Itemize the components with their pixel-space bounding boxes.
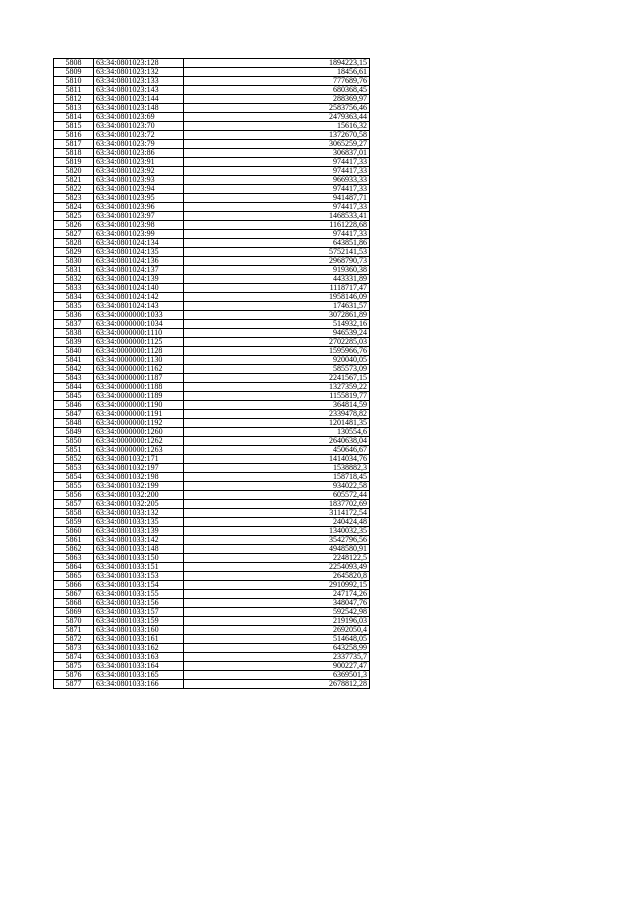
cadastral-number-cell: 63:34:0000000:1162 xyxy=(94,365,184,374)
table-row xyxy=(54,149,370,158)
value-cell: 364814,59 xyxy=(184,401,370,410)
row-number-cell: 5844 xyxy=(54,383,94,392)
cadastral-number-cell: 63:34:0801033:165 xyxy=(94,671,184,680)
table-row xyxy=(54,113,370,122)
cadastral-number-cell: 63:34:0801023:93 xyxy=(94,176,184,185)
value-cell: 1372670,58 xyxy=(184,131,370,140)
cadastral-number-cell: 63:34:0801032:171 xyxy=(94,455,184,464)
row-number-cell: 5845 xyxy=(54,392,94,401)
cadastral-number-cell: 63:34:0801023:133 xyxy=(94,77,184,86)
value-cell: 174631,57 xyxy=(184,302,370,311)
value-cell: 5752141,53 xyxy=(184,248,370,257)
cadastral-number-cell: 63:34:0000000:1033 xyxy=(94,311,184,320)
value-cell: 1201481,35 xyxy=(184,419,370,428)
row-number-cell: 5836 xyxy=(54,311,94,320)
value-cell: 158718,45 xyxy=(184,473,370,482)
value-cell: 2241567,15 xyxy=(184,374,370,383)
cadastral-number-cell: 63:34:0801023:70 xyxy=(94,122,184,131)
table-row xyxy=(54,266,370,275)
row-number-cell: 5822 xyxy=(54,185,94,194)
value-cell: 900227,47 xyxy=(184,662,370,671)
cadastral-number-cell: 63:34:0801023:91 xyxy=(94,158,184,167)
value-cell: 3065259,27 xyxy=(184,140,370,149)
value-cell: 1468533,41 xyxy=(184,212,370,221)
cadastral-number-cell: 63:34:0801032:200 xyxy=(94,491,184,500)
row-number-cell: 5859 xyxy=(54,518,94,527)
row-number-cell: 5868 xyxy=(54,599,94,608)
row-number-cell: 5877 xyxy=(54,680,94,689)
value-cell: 130554,6 xyxy=(184,428,370,437)
cadastral-number-cell: 63:34:0801033:166 xyxy=(94,680,184,689)
value-cell: 1155819,77 xyxy=(184,392,370,401)
cadastral-number-cell: 63:34:0801023:144 xyxy=(94,95,184,104)
value-cell: 348047,76 xyxy=(184,599,370,608)
table-row xyxy=(54,320,370,329)
cadastral-number-cell: 63:34:0801023:94 xyxy=(94,185,184,194)
cadastral-number-cell: 63:34:0801023:96 xyxy=(94,203,184,212)
table-row xyxy=(54,590,370,599)
table-row xyxy=(54,572,370,581)
cadastral-number-cell: 63:34:0801024:142 xyxy=(94,293,184,302)
value-cell: 514932,16 xyxy=(184,320,370,329)
value-cell: 592542,98 xyxy=(184,608,370,617)
cadastral-number-cell: 63:34:0801033:153 xyxy=(94,572,184,581)
row-number-cell: 5871 xyxy=(54,626,94,635)
cadastral-number-cell: 63:34:0801023:69 xyxy=(94,113,184,122)
table-row xyxy=(54,131,370,140)
cadastral-number-cell: 63:34:0801033:154 xyxy=(94,581,184,590)
row-number-cell: 5831 xyxy=(54,266,94,275)
table-row xyxy=(54,518,370,527)
table-row xyxy=(54,653,370,662)
row-number-cell: 5846 xyxy=(54,401,94,410)
table-row xyxy=(54,230,370,239)
table-row xyxy=(54,374,370,383)
value-cell: 247174,26 xyxy=(184,590,370,599)
table-row xyxy=(54,455,370,464)
table-row xyxy=(54,599,370,608)
table-row xyxy=(54,302,370,311)
row-number-cell: 5854 xyxy=(54,473,94,482)
table-row xyxy=(54,401,370,410)
row-number-cell: 5858 xyxy=(54,509,94,518)
cadastral-number-cell: 63:34:0000000:1192 xyxy=(94,419,184,428)
value-cell: 1538882,3 xyxy=(184,464,370,473)
cadastral-number-cell: 63:34:0801033:155 xyxy=(94,590,184,599)
table-row xyxy=(54,95,370,104)
cadastral-value-table xyxy=(53,58,370,689)
row-number-cell: 5813 xyxy=(54,104,94,113)
value-cell: 1414034,76 xyxy=(184,455,370,464)
row-number-cell: 5828 xyxy=(54,239,94,248)
value-cell: 919360,38 xyxy=(184,266,370,275)
table-row xyxy=(54,410,370,419)
row-number-cell: 5812 xyxy=(54,95,94,104)
table-row xyxy=(54,626,370,635)
value-cell: 3542796,56 xyxy=(184,536,370,545)
table-row xyxy=(54,536,370,545)
row-number-cell: 5829 xyxy=(54,248,94,257)
row-number-cell: 5834 xyxy=(54,293,94,302)
row-number-cell: 5823 xyxy=(54,194,94,203)
cadastral-number-cell: 63:34:0801024:135 xyxy=(94,248,184,257)
value-cell: 2479363,44 xyxy=(184,113,370,122)
table-row xyxy=(54,59,370,68)
value-cell: 974417,33 xyxy=(184,230,370,239)
row-number-cell: 5863 xyxy=(54,554,94,563)
table-body xyxy=(54,59,370,689)
cadastral-number-cell: 63:34:0801033:164 xyxy=(94,662,184,671)
row-number-cell: 5867 xyxy=(54,590,94,599)
value-cell: 2678812,28 xyxy=(184,680,370,689)
table-row xyxy=(54,617,370,626)
table-row xyxy=(54,248,370,257)
cadastral-number-cell: 63:34:0801024:136 xyxy=(94,257,184,266)
value-cell: 920040,05 xyxy=(184,356,370,365)
cadastral-number-cell: 63:34:0801023:97 xyxy=(94,212,184,221)
value-cell: 2692050,4 xyxy=(184,626,370,635)
row-number-cell: 5873 xyxy=(54,644,94,653)
row-number-cell: 5833 xyxy=(54,284,94,293)
cadastral-number-cell: 63:34:0801033:161 xyxy=(94,635,184,644)
table-row xyxy=(54,104,370,113)
row-number-cell: 5842 xyxy=(54,365,94,374)
table-row xyxy=(54,608,370,617)
cadastral-number-cell: 63:34:0000000:1260 xyxy=(94,428,184,437)
value-cell: 974417,33 xyxy=(184,185,370,194)
row-number-cell: 5872 xyxy=(54,635,94,644)
row-number-cell: 5816 xyxy=(54,131,94,140)
table-row xyxy=(54,203,370,212)
row-number-cell: 5827 xyxy=(54,230,94,239)
cadastral-number-cell: 63:34:0000000:1262 xyxy=(94,437,184,446)
row-number-cell: 5830 xyxy=(54,257,94,266)
cadastral-number-cell: 63:34:0801033:132 xyxy=(94,509,184,518)
row-number-cell: 5869 xyxy=(54,608,94,617)
table-row xyxy=(54,158,370,167)
cadastral-number-cell: 63:34:0801023:143 xyxy=(94,86,184,95)
row-number-cell: 5810 xyxy=(54,77,94,86)
row-number-cell: 5814 xyxy=(54,113,94,122)
table-row xyxy=(54,185,370,194)
table-row xyxy=(54,176,370,185)
cadastral-number-cell: 63:34:0801024:143 xyxy=(94,302,184,311)
row-number-cell: 5817 xyxy=(54,140,94,149)
value-cell: 974417,33 xyxy=(184,203,370,212)
table-row xyxy=(54,167,370,176)
row-number-cell: 5847 xyxy=(54,410,94,419)
cadastral-number-cell: 63:34:0801032:197 xyxy=(94,464,184,473)
cadastral-number-cell: 63:34:0801033:151 xyxy=(94,563,184,572)
table-row xyxy=(54,644,370,653)
value-cell: 1837702,69 xyxy=(184,500,370,509)
value-cell: 1327359,22 xyxy=(184,383,370,392)
row-number-cell: 5820 xyxy=(54,167,94,176)
row-number-cell: 5843 xyxy=(54,374,94,383)
cadastral-number-cell: 63:34:0801023:95 xyxy=(94,194,184,203)
row-number-cell: 5811 xyxy=(54,86,94,95)
table-row xyxy=(54,221,370,230)
cadastral-number-cell: 63:34:0801023:128 xyxy=(94,59,184,68)
table-row xyxy=(54,77,370,86)
value-cell: 2910992,15 xyxy=(184,581,370,590)
row-number-cell: 5815 xyxy=(54,122,94,131)
cadastral-number-cell: 63:34:0801033:148 xyxy=(94,545,184,554)
value-cell: 443331,89 xyxy=(184,275,370,284)
row-number-cell: 5875 xyxy=(54,662,94,671)
value-cell: 1894223,15 xyxy=(184,59,370,68)
table-row xyxy=(54,392,370,401)
row-number-cell: 5825 xyxy=(54,212,94,221)
table-row xyxy=(54,383,370,392)
table-row xyxy=(54,509,370,518)
cadastral-number-cell: 63:34:0801032:199 xyxy=(94,482,184,491)
row-number-cell: 5826 xyxy=(54,221,94,230)
row-number-cell: 5840 xyxy=(54,347,94,356)
table-row xyxy=(54,671,370,680)
cadastral-number-cell: 63:34:0801033:135 xyxy=(94,518,184,527)
value-cell: 18456,61 xyxy=(184,68,370,77)
row-number-cell: 5870 xyxy=(54,617,94,626)
row-number-cell: 5824 xyxy=(54,203,94,212)
row-number-cell: 5838 xyxy=(54,329,94,338)
value-cell: 2583756,46 xyxy=(184,104,370,113)
row-number-cell: 5865 xyxy=(54,572,94,581)
table-row xyxy=(54,293,370,302)
row-number-cell: 5848 xyxy=(54,419,94,428)
row-number-cell: 5866 xyxy=(54,581,94,590)
row-number-cell: 5851 xyxy=(54,446,94,455)
value-cell: 2337735,7 xyxy=(184,653,370,662)
value-cell: 974417,33 xyxy=(184,167,370,176)
table-row xyxy=(54,428,370,437)
value-cell: 2968790,73 xyxy=(184,257,370,266)
table-row xyxy=(54,239,370,248)
table-row xyxy=(54,500,370,509)
table-row xyxy=(54,140,370,149)
cadastral-number-cell: 63:34:0000000:1034 xyxy=(94,320,184,329)
value-cell: 946539,24 xyxy=(184,329,370,338)
table-row xyxy=(54,338,370,347)
cadastral-number-cell: 63:34:0000000:1190 xyxy=(94,401,184,410)
cadastral-number-cell: 63:34:0000000:1110 xyxy=(94,329,184,338)
cadastral-number-cell: 63:34:0801023:98 xyxy=(94,221,184,230)
cadastral-number-cell: 63:34:0801033:139 xyxy=(94,527,184,536)
value-cell: 585573,09 xyxy=(184,365,370,374)
row-number-cell: 5855 xyxy=(54,482,94,491)
row-number-cell: 5874 xyxy=(54,653,94,662)
value-cell: 1958146,09 xyxy=(184,293,370,302)
table-row xyxy=(54,446,370,455)
table-row xyxy=(54,482,370,491)
table-row xyxy=(54,122,370,131)
value-cell: 15616,32 xyxy=(184,122,370,131)
value-cell: 2339478,82 xyxy=(184,410,370,419)
cadastral-number-cell: 63:34:0000000:1191 xyxy=(94,410,184,419)
cadastral-number-cell: 63:34:0000000:1128 xyxy=(94,347,184,356)
value-cell: 288369,97 xyxy=(184,95,370,104)
table-row xyxy=(54,581,370,590)
table-row xyxy=(54,194,370,203)
cadastral-number-cell: 63:34:0801033:150 xyxy=(94,554,184,563)
row-number-cell: 5860 xyxy=(54,527,94,536)
table-row xyxy=(54,662,370,671)
value-cell: 941487,71 xyxy=(184,194,370,203)
table-row xyxy=(54,635,370,644)
value-cell: 514648,05 xyxy=(184,635,370,644)
value-cell: 1118717,47 xyxy=(184,284,370,293)
table-row xyxy=(54,311,370,320)
row-number-cell: 5808 xyxy=(54,59,94,68)
cadastral-number-cell: 63:34:0801023:72 xyxy=(94,131,184,140)
row-number-cell: 5850 xyxy=(54,437,94,446)
cadastral-number-cell: 63:34:0801024:137 xyxy=(94,266,184,275)
table-row xyxy=(54,329,370,338)
row-number-cell: 5876 xyxy=(54,671,94,680)
table-row xyxy=(54,284,370,293)
table-row xyxy=(54,527,370,536)
cadastral-number-cell: 63:34:0000000:1130 xyxy=(94,356,184,365)
row-number-cell: 5819 xyxy=(54,158,94,167)
table-row xyxy=(54,419,370,428)
cadastral-number-cell: 63:34:0801024:134 xyxy=(94,239,184,248)
value-cell: 643851,86 xyxy=(184,239,370,248)
row-number-cell: 5864 xyxy=(54,563,94,572)
table-row xyxy=(54,473,370,482)
value-cell: 680368,45 xyxy=(184,86,370,95)
value-cell: 4948580,91 xyxy=(184,545,370,554)
cadastral-number-cell: 63:34:0000000:1187 xyxy=(94,374,184,383)
value-cell: 643258,99 xyxy=(184,644,370,653)
value-cell: 966933,33 xyxy=(184,176,370,185)
table-row xyxy=(54,491,370,500)
value-cell: 2702285,03 xyxy=(184,338,370,347)
cadastral-number-cell: 63:34:0801033:160 xyxy=(94,626,184,635)
value-cell: 6369501,3 xyxy=(184,671,370,680)
cadastral-number-cell: 63:34:0801023:132 xyxy=(94,68,184,77)
cadastral-number-cell: 63:34:0801032:198 xyxy=(94,473,184,482)
table-row xyxy=(54,86,370,95)
row-number-cell: 5835 xyxy=(54,302,94,311)
value-cell: 2640638,04 xyxy=(184,437,370,446)
table-row xyxy=(54,347,370,356)
cadastral-number-cell: 63:34:0000000:1263 xyxy=(94,446,184,455)
cadastral-number-cell: 63:34:0801023:79 xyxy=(94,140,184,149)
value-cell: 1340032,35 xyxy=(184,527,370,536)
row-number-cell: 5849 xyxy=(54,428,94,437)
cadastral-number-cell: 63:34:0801023:86 xyxy=(94,149,184,158)
cadastral-number-cell: 63:34:0801033:162 xyxy=(94,644,184,653)
table-row xyxy=(54,356,370,365)
value-cell: 450646,67 xyxy=(184,446,370,455)
table-row xyxy=(54,464,370,473)
table-row xyxy=(54,437,370,446)
row-number-cell: 5841 xyxy=(54,356,94,365)
cadastral-number-cell: 63:34:0801033:142 xyxy=(94,536,184,545)
row-number-cell: 5818 xyxy=(54,149,94,158)
row-number-cell: 5839 xyxy=(54,338,94,347)
value-cell: 3114172,54 xyxy=(184,509,370,518)
value-cell: 777689,76 xyxy=(184,77,370,86)
cadastral-number-cell: 63:34:0000000:1189 xyxy=(94,392,184,401)
value-cell: 306837,01 xyxy=(184,149,370,158)
cadastral-number-cell: 63:34:0801033:163 xyxy=(94,653,184,662)
value-cell: 240424,48 xyxy=(184,518,370,527)
table-row xyxy=(54,212,370,221)
value-cell: 219196,03 xyxy=(184,617,370,626)
table-row xyxy=(54,554,370,563)
value-cell: 934022,58 xyxy=(184,482,370,491)
cadastral-number-cell: 63:34:0801033:157 xyxy=(94,608,184,617)
row-number-cell: 5837 xyxy=(54,320,94,329)
table-row xyxy=(54,563,370,572)
cadastral-number-cell: 63:34:0000000:1188 xyxy=(94,383,184,392)
table-row xyxy=(54,365,370,374)
row-number-cell: 5862 xyxy=(54,545,94,554)
cadastral-number-cell: 63:34:0801024:139 xyxy=(94,275,184,284)
value-cell: 1161228,68 xyxy=(184,221,370,230)
cadastral-number-cell: 63:34:0801032:205 xyxy=(94,500,184,509)
table-row xyxy=(54,275,370,284)
value-cell: 2645820,8 xyxy=(184,572,370,581)
row-number-cell: 5853 xyxy=(54,464,94,473)
table-row xyxy=(54,257,370,266)
cadastral-number-cell: 63:34:0801023:99 xyxy=(94,230,184,239)
row-number-cell: 5857 xyxy=(54,500,94,509)
table-row xyxy=(54,68,370,77)
value-cell: 605572,44 xyxy=(184,491,370,500)
cadastral-number-cell: 63:34:0801023:148 xyxy=(94,104,184,113)
cadastral-number-cell: 63:34:0801033:159 xyxy=(94,617,184,626)
value-cell: 2254093,49 xyxy=(184,563,370,572)
cadastral-number-cell: 63:34:0801024:140 xyxy=(94,284,184,293)
row-number-cell: 5832 xyxy=(54,275,94,284)
cadastral-number-cell: 63:34:0000000:1125 xyxy=(94,338,184,347)
value-cell: 3072861,89 xyxy=(184,311,370,320)
cadastral-number-cell: 63:34:0801023:92 xyxy=(94,167,184,176)
row-number-cell: 5861 xyxy=(54,536,94,545)
table-row xyxy=(54,680,370,689)
cadastral-number-cell: 63:34:0801033:156 xyxy=(94,599,184,608)
row-number-cell: 5852 xyxy=(54,455,94,464)
table-row xyxy=(54,545,370,554)
row-number-cell: 5821 xyxy=(54,176,94,185)
row-number-cell: 5856 xyxy=(54,491,94,500)
value-cell: 974417,33 xyxy=(184,158,370,167)
value-cell: 1595966,76 xyxy=(184,347,370,356)
value-cell: 2248122,5 xyxy=(184,554,370,563)
row-number-cell: 5809 xyxy=(54,68,94,77)
